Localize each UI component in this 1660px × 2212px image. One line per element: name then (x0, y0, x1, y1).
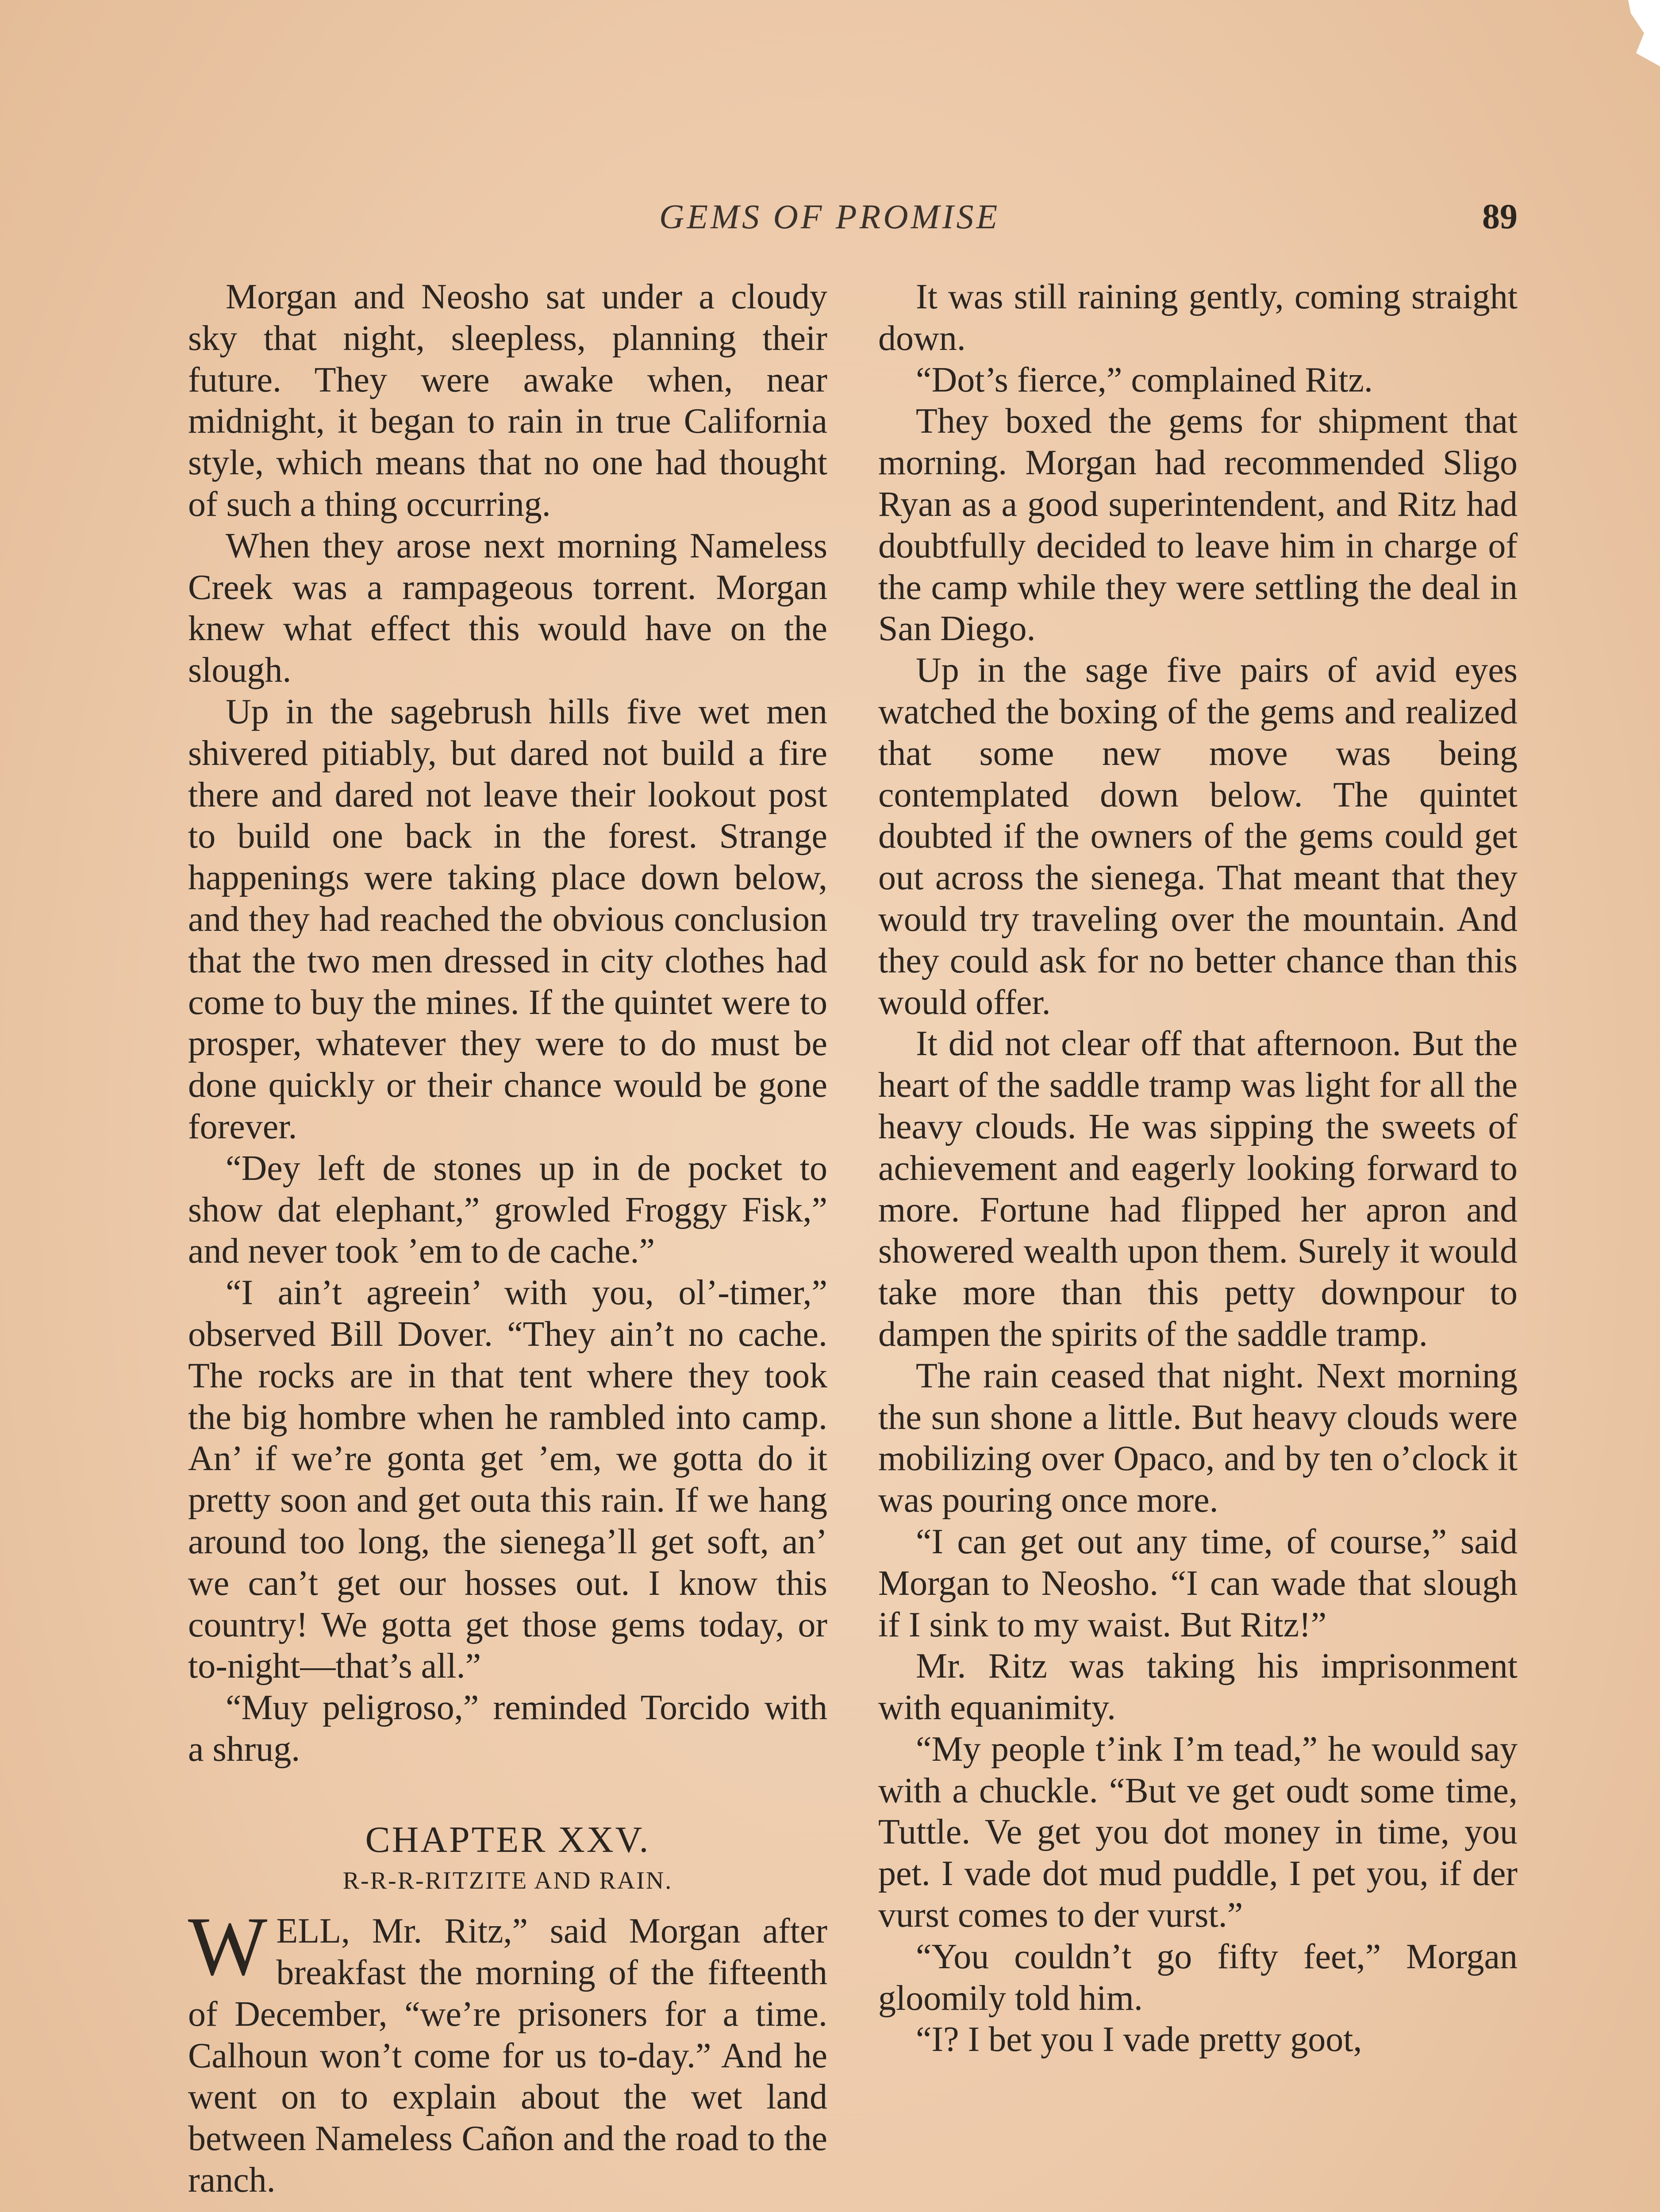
chapter-opening-text: ELL, Mr. Ritz,” said Morgan after breakfast the morning of the fifteenth of December, “we’re prisoners for a time. Calhoun won’t come for us to-day.” And he went on to explain about the wet land between Nameless Cañon and the road to the ranch. (188, 1912, 827, 2200)
drop-cap: W (188, 1900, 268, 1993)
paragraph: “Muy peligroso,” reminded Torcido with a shrug. (188, 1688, 827, 1769)
torn-page-corner (1607, 0, 1660, 66)
paragraph: Mr. Ritz was taking his imprisonment with equanimity. (878, 1647, 1518, 1728)
paragraph: Morgan and Neosho sat under a cloudy sky that night, sleepless, planning their future. They were awake when, near midnight, it began to rain in true California style, which means that no one had thought of such a thing occurring. (188, 277, 827, 524)
chapter-opening-paragraph (188, 1900, 827, 2201)
paragraph: “Dey left de stones up in de pocket to show dat elephant,” growled Froggy Fisk,” and never took ’em to de cache.” (188, 1148, 827, 1271)
paragraph: “I? I bet you I vade pretty goot, (916, 2020, 1362, 2059)
paragraph: The rain ceased that night. Next morning the sun shone a little. But heavy clouds were mobilizing over Opaco, and by ten o’clock it was pouring once more. (878, 1356, 1518, 1520)
paragraph: “My people t’ink I’m tead,” he would say with a chuckle. “But ve get oudt some time, Tuttle. Ve get you dot money in time, you pet. I vade dot mud puddle, I pet you, if der vurst comes to der vurst.” (878, 1729, 1518, 1935)
paragraph: Up in the sage five pairs of avid eyes watched the boxing of the gems and realized that some new move was being contemplated down below. The quintet doubted if the owners of the gems could get out across the sienega. That meant that they would try traveling over the mountain. And they could ask for no better chance than this would offer. (878, 651, 1518, 1022)
chapter-subtitle: R-R-R-RITZITE AND RAIN. (342, 1867, 673, 1895)
right-column (878, 276, 1518, 2061)
paragraph: “You couldn’t go fifty feet,” Morgan gloomily told him. (878, 1937, 1518, 2018)
running-title: GEMS OF PROMISE (659, 197, 1000, 236)
paragraph: “I ain’t agreein’ with you, ol’-timer,” observed Bill Dover. “They ain’t no cache. The rocks are in that tent where they took the big hombre when he rambled into camp. An’ if we’re gonta get ’em, we gotta do it pretty soon and get outa this rain. If we hang around too long, the sienega’ll get soft, an’ we can’t get our hosses out. I know this country! We gotta get those gems today, or to-night—that’s all.” (188, 1273, 827, 1686)
paragraph: It was still raining gently, coming straight down. (878, 277, 1518, 358)
paragraph: “I can get out any time, of course,” said Morgan to Neosho. “I can wade that slough if I sink to my waist. But Ritz!” (878, 1522, 1518, 1644)
page-number: 89 (1482, 197, 1518, 236)
paragraph: They boxed the gems for shipment that morning. Morgan had recommended Sligo Ryan as a good superintendent, and Ritz had doubtfully decided to leave him in charge of the camp while they were settling the deal in San Diego. (878, 402, 1518, 649)
paragraph: “Dot’s fierce,” complained Ritz. (916, 360, 1373, 399)
chapter-heading: CHAPTER XXV. (365, 1819, 650, 1860)
left-column (188, 276, 827, 2201)
paragraph: When they arose next morning Nameless Creek was a rampageous torrent. Morgan knew what effect this would have on the slough. (188, 526, 827, 690)
paragraph: Up in the sagebrush hills five wet men shivered pitiably, but dared not build a fire there and dared not leave their lookout post to build one back in the forest. Strange happenings were taking place down below, and they had reached the obvious conclusion that the two men dressed in city clothes had come to buy the mines. If the quintet were to prosper, whatever they were to do must be done quickly or their chance would be gone forever. (188, 692, 827, 1146)
paragraph: It did not clear off that afternoon. But the heart of the saddle tramp was light for all the heavy clouds. He was sipping the sweets of achievement and eagerly looking forward to more. Fortune had flipped her apron and showered wealth upon them. Surely it would take more than this petty downpour to dampen the spirits of the saddle tramp. (878, 1024, 1518, 1354)
